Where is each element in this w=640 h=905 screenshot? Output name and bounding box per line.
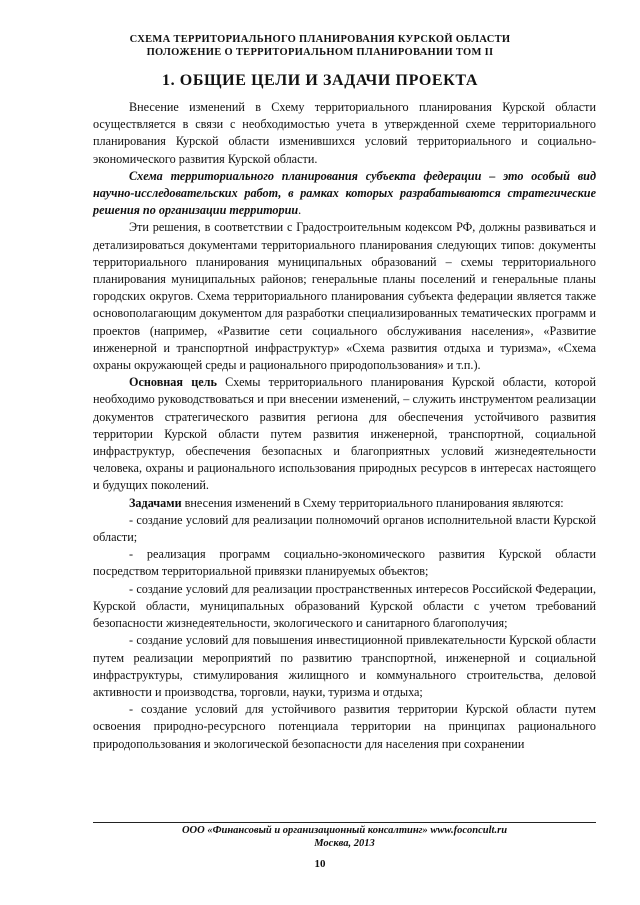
header-line-1: СХЕМА ТЕРРИТОРИАЛЬНОГО ПЛАНИРОВАНИЯ КУРСКОЙ ОБЛАСТИ — [129, 34, 511, 45]
footer-company: ООО «Финансовый и организационный консалтинг» www.foconcult.ru — [181, 825, 508, 836]
paragraph-tasks-intro — [93, 495, 596, 512]
main-goal-text: Схемы территориального планирования Курской области, которой необходимо руководствоваться и при внесении изменений, – служить инструментом реализации документов стратегического развития региона для обеспечения устойчивого развития территории Курской области путем развития инженерной, транспортной, социальной инфраструктур, обеспечения безопасных и благоприятных условий жизнедеятельности человека, охраны и рационального использования природных ресурсов в интересах настоящего и будущих поколений. — [93, 375, 596, 493]
section-title: 1. ОБЩИЕ ЦЕЛИ И ЗАДАЧИ ПРОЕКТА — [161, 72, 479, 89]
task-item: - создание условий для реализации полномочий органов исполнительной власти Курской области; — [93, 512, 596, 545]
footer-divider — [93, 822, 596, 823]
main-goal-label: Основная цель — [129, 375, 217, 390]
paragraph-decisions: Эти решения, в соответствии с Градостроительным кодексом РФ, должны развиваться и детализироваться документами территориального планирования следующих типов: документы территориального планирования муниципальных образований – схемы территориального планирования муниципальных районов; генеральные планы поселений и генеральные планы городских округов. Схема территориального планирования субъекта федерации является также основополагающим документом для разработки специализированных тематических программ и проектов (например, «Развитие сети социального обслуживания населения», «Развитие инженерной и транспортной инфраструктур» «Схема развития отдыха и туризма», «Схема охраны окружающей среды и рационального природопользования» и т.п.). — [93, 220, 596, 373]
paragraph-main-goal — [93, 374, 596, 494]
running-header — [70, 33, 570, 59]
definition-period: . — [298, 203, 302, 218]
task-item: - создание условий для устойчивого развития территории Курской области путем освоения природно-ресурсного потенциала территории на принципах рационального природопользования и экологической безопасности для населения при сохранении — [93, 702, 596, 751]
tasks-intro-text: внесения изменений в Схему территориального планирования являются: — [181, 495, 564, 510]
body-text — [93, 99, 596, 753]
definition-emphasis: Схема территориального планирования субъекта федерации – это особый вид научно-исследовательских работ, в рамках которых разрабатываются стратегические решения по организации территории — [93, 168, 596, 218]
page-number: 10 — [314, 858, 326, 870]
task-item: - реализация программ социально-экономического развития Курской области посредством территориальной привязки планируемых объектов; — [93, 547, 596, 579]
tasks-label: Задачами — [129, 495, 182, 510]
paragraph-definition — [93, 168, 596, 220]
paragraph-intro: Внесение изменений в Схему территориального планирования Курской области осуществляется в связи с необходимостью учета в утвержденной схеме территориального планирования Курской области изменившихся условий территориального и социально-экономического развития Курской области. — [93, 100, 596, 166]
footer-city-year: Москва, 2013 — [314, 838, 375, 849]
task-item: - создание условий для повышения инвестиционной привлекательности Курской области путем реализации мероприятий по развитию транспортной, инженерной и социальной инфраструктуры, стимулирования жилищного и коммунального строительства, деловой активности и производства, торговли, науки, туризма и отдыха; — [93, 633, 596, 699]
task-item: - создание условий для реализации пространственных интересов Российской Федерации, Курской области, муниципальных образований Курской области с учетом требований безопасности жизнедеятельности, экологического и санитарного благополучия; — [93, 581, 596, 631]
running-footer — [93, 824, 596, 850]
header-line-2: ПОЛОЖЕНИЕ О ТЕРРИТОРИАЛЬНОМ ПЛАНИРОВАНИИ ТОМ II — [146, 47, 494, 58]
